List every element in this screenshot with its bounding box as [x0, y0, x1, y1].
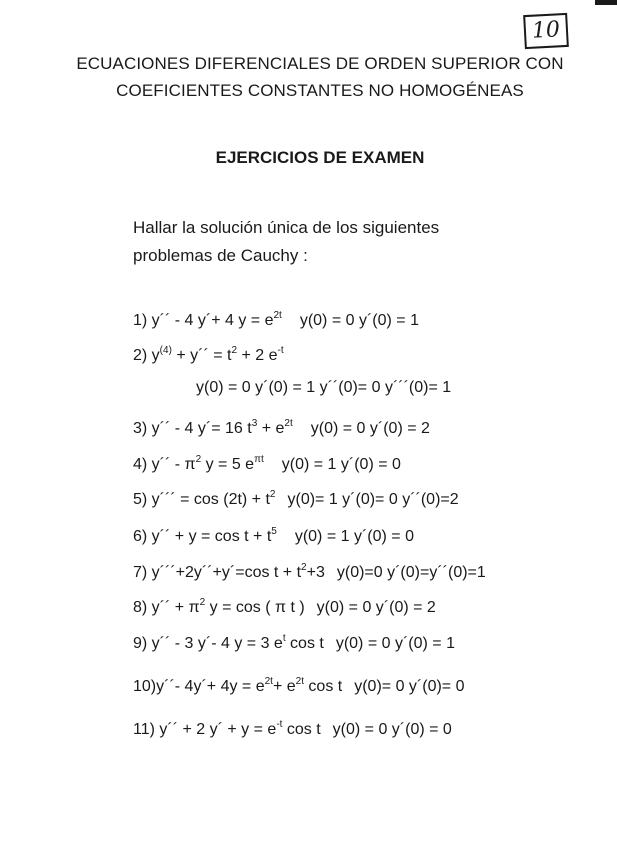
exercise-6	[133, 526, 414, 546]
exercise-5	[133, 489, 459, 509]
scan-mark	[595, 0, 617, 5]
exercise-1	[133, 310, 419, 330]
exercise-equation: 8) y´´ + $\pi^2$ y = cos ( π t )	[133, 597, 305, 616]
exponent: 2	[301, 562, 307, 573]
exercise-8	[133, 597, 436, 617]
exponent: (4)	[159, 345, 172, 356]
intro-line-2: problemas de Cauchy :	[133, 246, 308, 265]
exercise-conditions: y(0) = 0 y´(0) = 1	[299, 312, 419, 329]
exercise-conditions: y(0) = 0 y´(0) = 0	[332, 721, 452, 738]
exercise-conditions: y(0) = 0 y´(0) = 2	[316, 599, 436, 616]
exponent: 2	[195, 454, 202, 465]
exponent: t	[282, 633, 286, 644]
exercise-conditions: y(0) = 1 y´(0) = 0	[281, 456, 401, 473]
exercise-11	[133, 719, 452, 739]
intro-text	[133, 214, 493, 270]
exercise-7	[133, 562, 486, 582]
exponent: 2	[231, 345, 238, 356]
exercise-equation: 1) y´´ - 4 y´+ 4 $y = e^{2t}$	[133, 310, 282, 329]
exercise-equation: 5) y´´´ = $\cos (2t) + t^2$	[133, 489, 276, 508]
exponent: 2	[269, 489, 276, 500]
section-heading: EJERCICIOS DE EXAMEN	[215, 148, 425, 167]
exponent: 3	[251, 418, 258, 429]
title-line-1: ECUACIONES DIFERENCIALES DE ORDEN SUPERIOR CON	[76, 54, 564, 73]
exercise-4	[133, 454, 401, 474]
exponent: 2	[199, 597, 206, 608]
exercise-conditions: y(0) = 0 y´(0) = 1 y´´(0)= 0 y´´´(0)= 1	[196, 379, 452, 396]
exponent: 2t	[295, 676, 304, 687]
exponent: -t	[276, 719, 283, 730]
exercise-equation: 9) y´´ - 3 y´- 4 y = 3 $e^t$ cos t	[133, 633, 324, 652]
intro-line-1: Hallar la solución única de los siguientes	[133, 218, 440, 237]
exercise-10	[133, 676, 464, 696]
exercise-equation: 11) y´´ + 2 y´ + $y = e^{-t}$ cos t	[133, 719, 321, 738]
exponent: 2t	[273, 310, 282, 321]
document-title	[60, 50, 580, 104]
exercise-conditions: y(0)= 0 y´(0)= 0	[354, 678, 465, 695]
exponent: 2t	[284, 418, 293, 429]
exercise-conditions: y(0) = 0 y´(0) = 1	[335, 635, 455, 652]
exercise-conditions: y(0) = 0 y´(0) = 2	[310, 420, 430, 437]
title-line-2: COEFICIENTES CONSTANTES NO HOMOGÉNEAS	[116, 81, 524, 100]
exercise-equation: 7) y´´´+2y´´+y´=cos $t + t^2+3$	[133, 562, 325, 581]
exercise-equation: 10)y´´- 4y´+ $4y = e^{2t}+ e^{2t}$ cos t	[133, 676, 343, 695]
exponent: -t	[277, 345, 284, 356]
exercise-equation: 2) $y^{(4)}$ + y´´ = $t^2 + 2$ $e^{-t}$	[133, 345, 284, 364]
exercise-equation: 4) y´´ - $\pi^2$ y = 5 $e^{\pi t}$	[133, 454, 264, 473]
exponent: 2t	[264, 676, 273, 687]
exercise-equation: 6) y´´ + $y = \cos t + t^5$	[133, 526, 277, 545]
exercise-2-conditions	[196, 379, 451, 397]
exercise-3	[133, 418, 430, 438]
exponent: πt	[254, 454, 264, 465]
exercise-conditions: y(0)=0 y´(0)=y´´(0)=1	[336, 564, 486, 581]
exercise-equation: 3) y´´ - 4 y´= 16 $t^3 + e^{2t}$	[133, 418, 293, 437]
exercise-9	[133, 633, 455, 653]
exercise-conditions: y(0)= 1 y´(0)= 0 y´´(0)=2	[287, 491, 459, 508]
page-number: 10	[523, 13, 569, 49]
exponent: 5	[271, 526, 277, 537]
exercise-conditions: y(0) = 1 y´(0) = 0	[294, 528, 414, 545]
exercise-2	[133, 345, 284, 365]
